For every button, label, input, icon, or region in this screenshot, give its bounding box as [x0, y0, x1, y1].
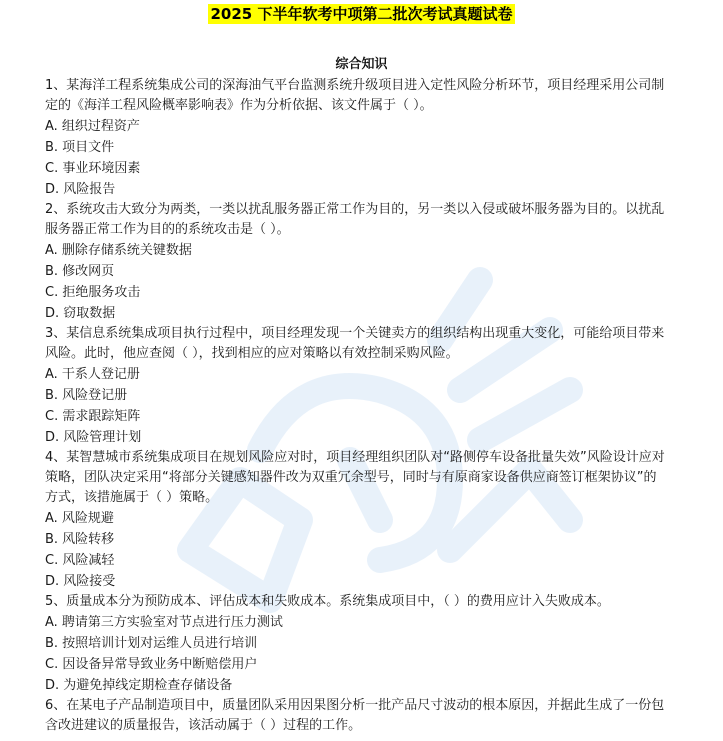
question-text: 2、系统攻击大致分为两类，一类以扰乱服务器正常工作为目的，另一类以入侵或破坏服务器为目的。以扰乱服务器正常工作为目的的系统攻击是（ ）。 [45, 202, 665, 237]
question-text: 5、质量成本分为预防成本、评估成本和失败成本。系统集成项目中，（ ）的费用应计入失败成本。 [45, 594, 610, 609]
option-item: C. 拒绝服务攻击 [45, 285, 141, 300]
option-item: A. 组织过程资产 [45, 119, 140, 134]
title-wrapper [0, 4, 723, 24]
option-item: B. 按照培训计划对运维人员进行培训 [45, 636, 258, 651]
option-item: A. 风险规避 [45, 511, 114, 526]
option-item: B. 修改网页 [45, 264, 115, 279]
option-item: C. 因设备异常导致业务中断赔偿用户 [45, 657, 258, 672]
question-block [45, 76, 665, 200]
question-block [45, 200, 665, 324]
option-item: A. 删除存储系统关键数据 [45, 243, 192, 258]
question-text: 6、在某电子产品制造项目中，质量团队采用因果图分析一批产品尺寸波动的根本原因，并据此生成了一份包含改进建议的质量报告，该活动属于（ ）过程的工作。 [45, 698, 665, 733]
question-block [45, 448, 665, 592]
question-text: 1、某海洋工程系统集成公司的深海油气平台监测系统升级项目进入定性风险分析环节，项目经理采用公司制定的《海洋工程风险概率影响表》作为分析依据、该文件属于（ ）。 [45, 78, 665, 113]
option-item: D. 为避免掉线定期检查存储设备 [45, 678, 233, 693]
option-item: A. 干系人登记册 [45, 367, 140, 382]
option-item: D. 风险报告 [45, 182, 116, 197]
question-block [45, 592, 665, 696]
option-item: B. 风险登记册 [45, 388, 128, 403]
option-item: C. 需求跟踪矩阵 [45, 409, 141, 424]
option-item: D. 风险接受 [45, 574, 116, 589]
option-item: A. 聘请第三方实验室对节点进行压力测试 [45, 615, 283, 630]
question-text: 3、某信息系统集成项目执行过程中，项目经理发现一个关键卖方的组织结构出现重大变化，可能给项目带来风险。此时，他应查阅（ ），找到相应的应对策略以有效控制采购风险。 [45, 326, 665, 361]
option-item: D. 风险管理计划 [45, 430, 142, 445]
document-title: 2025 下半年软考中项第二批次考试真题试卷 [208, 4, 516, 24]
option-item: D. 窃取数据 [45, 306, 116, 321]
question-list [45, 76, 665, 736]
option-item: B. 风险转移 [45, 532, 115, 547]
question-block [45, 324, 665, 448]
section-heading: 综合知识 [335, 57, 388, 72]
option-item: C. 事业环境因素 [45, 161, 141, 176]
option-item: C. 风险减轻 [45, 553, 115, 568]
question-text: 4、某智慧城市系统集成项目在规划风险应对时，项目经理组织团队对“路侧停车设备批量失效”风险设计应对策略，团队决定采用“将部分关键感知器件改为双重冗余型号，同时与有原商家设备供应商签订框架协议”的方式，该措施属于（ ）策略。 [45, 450, 665, 505]
question-block [45, 696, 665, 736]
option-item: B. 项目文件 [45, 140, 115, 155]
